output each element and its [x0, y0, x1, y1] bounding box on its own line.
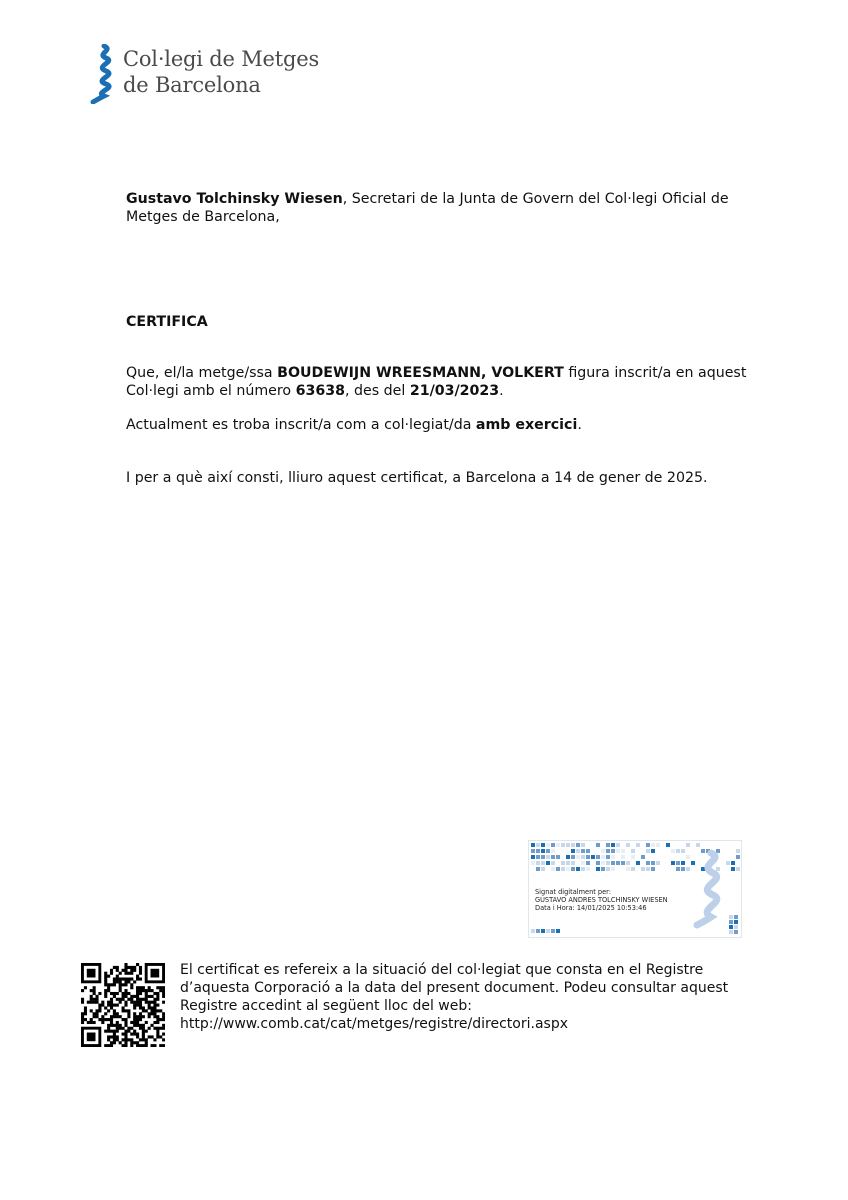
- signature-line-2: GUSTAVO ANDRES TOLCHINSKY WIESEN: [535, 896, 668, 904]
- cert-mid-2: , des del: [344, 383, 410, 399]
- status-value: amb exercici: [475, 417, 578, 433]
- qr-code-icon: [81, 963, 165, 1047]
- digital-signature-stamp: [528, 840, 742, 938]
- cert-mid-1: figura inscrit/a en aquest Col·legi amb el número: [126, 365, 747, 399]
- footer-line-2: d’aquesta Corporació a la data del present document. Podeu consultar aquest: [180, 980, 729, 996]
- registration-date: 21/03/2023: [409, 383, 500, 399]
- logo-line-1: Col·legi de Metges: [123, 47, 320, 71]
- closing-paragraph: I per a què així consti, lliuro aquest certificat, a Barcelona a 14 de gener de 2025.: [126, 470, 708, 486]
- intro-paragraph: [126, 190, 766, 226]
- doctor-name: BOUDEWIJN WREESMANN, VOLKERT: [277, 365, 564, 381]
- status-paragraph: [126, 416, 766, 434]
- signature-line-1: Signat digitalment per:: [535, 888, 611, 896]
- status-prefix: Actualment es troba inscrit/a com a col·legiat/da: [126, 417, 476, 433]
- certification-paragraph: [126, 364, 766, 400]
- cert-suffix: .: [499, 383, 504, 399]
- logo-text: [123, 46, 319, 98]
- status-suffix: .: [577, 417, 582, 433]
- logo-line-2: de Barcelona: [123, 73, 261, 97]
- signature-line-3: Data i Hora: 14/01/2025 10:53:46: [535, 904, 647, 912]
- comb-logo: [90, 44, 320, 104]
- registry-url[interactable]: http://www.comb.cat/cat/metges/registre/directori.aspx: [180, 1016, 568, 1032]
- intro-rest: , Secretari de la Junta de Govern del Col·legi Oficial de Metges de Barcelona,: [126, 191, 729, 225]
- comb-helix-logo-icon: [90, 44, 120, 104]
- certifica-heading: CERTIFICA: [126, 314, 208, 330]
- qr-code: [81, 963, 165, 1047]
- footer-line-3: Registre accedint al següent lloc del web:: [180, 998, 472, 1014]
- secretary-name: Gustavo Tolchinsky Wiesen: [126, 191, 343, 207]
- footer-note: [180, 961, 760, 1033]
- footer-line-1: El certificat es refereix a la situació del col·legiat que consta en el Registre: [180, 962, 704, 978]
- member-number: 63638: [295, 383, 345, 399]
- cert-prefix: Que, el/la metge/ssa: [126, 365, 278, 381]
- signature-text: [535, 888, 668, 912]
